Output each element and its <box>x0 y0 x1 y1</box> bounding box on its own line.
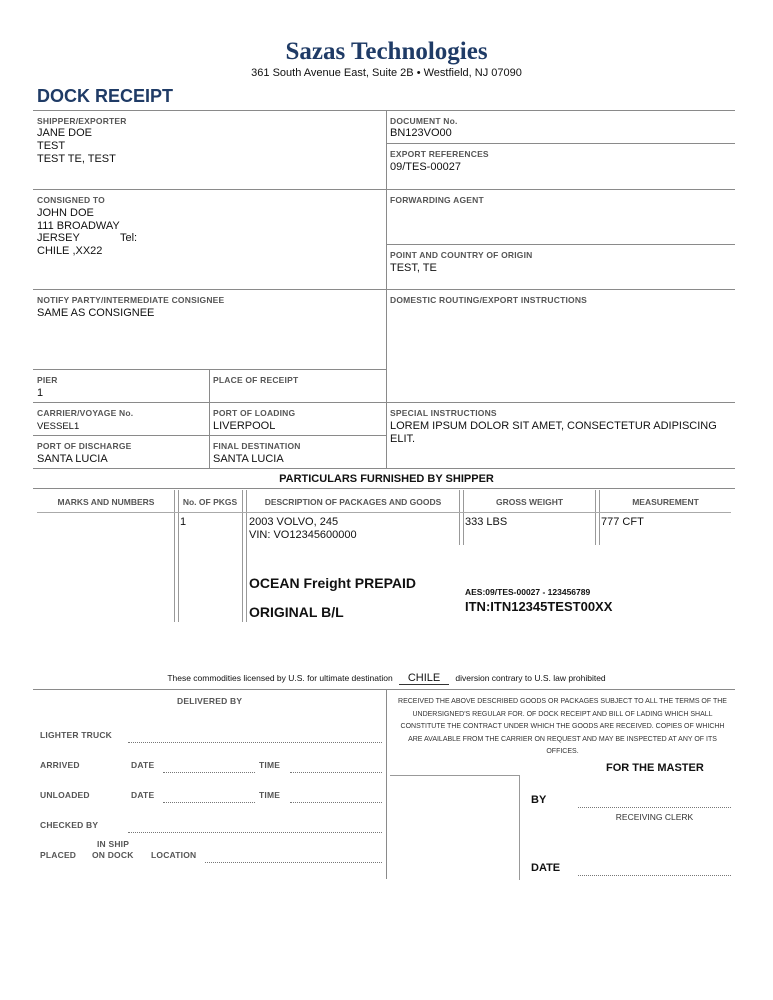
receipt-terms-line-5: OFFICES. <box>546 748 579 755</box>
checked-by-line <box>128 832 382 833</box>
rule-pier <box>33 402 735 403</box>
export-refs-label: EXPORT REFERENCES <box>390 149 489 159</box>
by-signature-line <box>578 807 731 808</box>
rule-signature-box-top <box>390 775 520 776</box>
forwarding-agent-label: FORWARDING AGENT <box>390 195 484 205</box>
consignee-line-4: CHILE ,XX22 <box>37 245 103 257</box>
aes-number: AES:09/TES-00027 - 123456789 <box>465 587 591 597</box>
unloaded-time-label: TIME <box>259 790 281 800</box>
consignee-line-3: JERSEY <box>37 232 80 244</box>
final-destination-label: FINAL DESTINATION <box>213 441 301 451</box>
license-text-before: These commodities licensed by U.S. for ultimate destination <box>167 673 393 683</box>
freight-prepaid: OCEAN Freight PREPAID <box>249 575 416 591</box>
port-loading-value: LIVERPOOL <box>213 420 276 432</box>
rule-signature-box-right <box>519 775 520 880</box>
rule-pier-vertical <box>209 369 210 468</box>
arrived-label: ARRIVED <box>40 760 80 770</box>
lighter-truck-label: LIGHTER TRUCK <box>40 730 113 740</box>
itn-number: ITN:ITN12345TEST00XX <box>465 599 613 614</box>
origin-label: POINT AND COUNTRY OF ORIGIN <box>390 250 533 260</box>
by-label: BY <box>531 794 547 806</box>
row-weight: 333 LBS <box>465 516 508 528</box>
consignee-tel-label: Tel: <box>120 232 138 244</box>
company-address: 361 South Avenue East, Suite 2B • Westfield, NJ 07090 <box>251 67 522 79</box>
rule-consignee <box>33 289 735 290</box>
arrived-date-label: DATE <box>131 760 155 770</box>
unloaded-date-label: DATE <box>131 790 155 800</box>
receipt-date-label: DATE <box>531 862 561 874</box>
shipper-line-2: TEST <box>37 140 66 152</box>
on-dock-label: ON DOCK <box>92 850 134 860</box>
routing-label: DOMESTIC ROUTING/EXPORT INSTRUCTIONS <box>390 295 588 305</box>
shipper-line-3: TEST TE, TEST <box>37 153 116 165</box>
origin-value: TEST, TE <box>390 262 437 274</box>
company-name: Sazas Technologies <box>285 38 488 65</box>
document-title: DOCK RECEIPT <box>37 86 174 106</box>
placed-label: PLACED <box>40 850 77 860</box>
rule-license <box>33 689 735 690</box>
carrier-value: VESSEL1 <box>37 421 80 432</box>
special-instructions-line-2: ELIT. <box>390 433 416 445</box>
shipper-label: SHIPPER/EXPORTER <box>37 116 127 126</box>
checked-by-label: CHECKED BY <box>40 820 99 830</box>
in-ship-label: IN SHIP <box>97 839 130 849</box>
for-the-master: FOR THE MASTER <box>606 762 704 774</box>
col-gross-weight: GROSS WEIGHT <box>495 497 564 507</box>
col-marks-numbers: MARKS AND NUMBERS <box>57 497 155 507</box>
unloaded-label: UNLOADED <box>40 790 90 800</box>
receipt-date-line <box>578 875 731 876</box>
arrived-time-label: TIME <box>259 760 281 770</box>
rule-particulars <box>33 488 735 489</box>
lighter-truck-line <box>128 742 382 743</box>
shipper-line-1: JANE DOE <box>37 127 93 139</box>
row-pkgs: 1 <box>180 516 187 528</box>
col-sep-4 <box>595 490 600 545</box>
unloaded-date-line <box>163 802 255 803</box>
row-desc-1: 2003 VOLVO, 245 <box>249 516 339 528</box>
port-discharge-label: PORT OF DISCHARGE <box>37 441 132 451</box>
rule-docno <box>386 143 735 144</box>
consignee-line-1: JOHN DOE <box>37 207 94 219</box>
port-discharge-value: SANTA LUCIA <box>37 453 108 465</box>
pier-label: PIER <box>37 375 58 385</box>
col-num-pkgs: No. OF PKGS <box>182 497 238 507</box>
consignee-label: CONSIGNED TO <box>37 195 105 205</box>
document-no-value: BN123VO00 <box>390 127 452 139</box>
col-sep-1 <box>174 490 179 622</box>
carrier-label: CARRIER/VOYAGE No. <box>37 408 134 418</box>
original-bl: ORIGINAL B/L <box>249 604 344 620</box>
rule-column-header <box>37 512 731 513</box>
delivered-by-label: DELIVERED BY <box>177 696 243 706</box>
rule-discharge <box>33 468 735 469</box>
location-line <box>205 862 382 863</box>
arrived-date-line <box>163 772 255 773</box>
col-sep-2 <box>242 490 247 622</box>
row-measurement: 777 CFT <box>601 516 644 528</box>
receipt-terms-line-3: CONSTITUTE THE CONTRACT UNDER WHICH THE GOODS ARE RECEIVED. COPIES OF WHICHH <box>400 723 725 730</box>
receipt-terms-line-2: UNDERSIGNED'S REGULAR FOR. OF DOCK RECEIPT AND BILL OF LADING WHICH SHALL <box>412 710 713 718</box>
special-instructions-line-1: LOREM IPSUM DOLOR SIT AMET, CONSECTETUR ADIPISCING <box>390 420 717 432</box>
receiving-clerk-label: RECEIVING CLERK <box>615 812 694 822</box>
col-description: DESCRIPTION OF PACKAGES AND GOODS <box>264 497 442 507</box>
final-destination-value: SANTA LUCIA <box>213 453 284 465</box>
receipt-terms <box>390 696 735 759</box>
receipt-terms-line-4: ARE AVAILABLE FROM THE CARRIER ON REQUEST AND MAY BE INSPECTED AT ANY OF ITS <box>408 735 717 743</box>
consignee-line-2: 111 BROADWAY <box>37 220 120 232</box>
rule-top <box>33 110 735 111</box>
col-measurement: MEASUREMENT <box>632 497 699 507</box>
port-loading-label: PORT OF LOADING <box>213 408 296 418</box>
license-text-after: diversion contrary to U.S. law prohibited <box>455 673 606 683</box>
rule-forwarding <box>386 244 735 245</box>
receipt-terms-line-1: RECEIVED THE ABOVE DESCRIBED GOODS OR PACKAGES SUBJECT TO ALL THE TERMS OF THE <box>398 698 727 705</box>
rule-shipper <box>33 189 735 190</box>
unloaded-time-line <box>290 802 382 803</box>
col-sep-3 <box>459 490 464 545</box>
rule-bottom-vertical <box>386 689 387 879</box>
place-of-receipt-label: PLACE OF RECEIPT <box>213 375 299 385</box>
location-label: LOCATION <box>151 850 197 860</box>
notify-label: NOTIFY PARTY/INTERMEDIATE CONSIGNEE <box>37 295 225 305</box>
notify-value: SAME AS CONSIGNEE <box>37 307 155 319</box>
pier-value: 1 <box>37 387 44 399</box>
license-country: CHILE <box>399 672 449 685</box>
license-statement <box>0 672 773 685</box>
arrived-time-line <box>290 772 382 773</box>
document-no-label: DOCUMENT No. <box>390 116 458 126</box>
special-instructions-label: SPECIAL INSTRUCTIONS <box>390 408 497 418</box>
export-refs-value: 09/TES-00027 <box>390 161 461 173</box>
particulars-heading: PARTICULARS FURNISHED BY SHIPPER <box>279 473 494 485</box>
row-desc-2: VIN: VO12345600000 <box>249 529 357 541</box>
